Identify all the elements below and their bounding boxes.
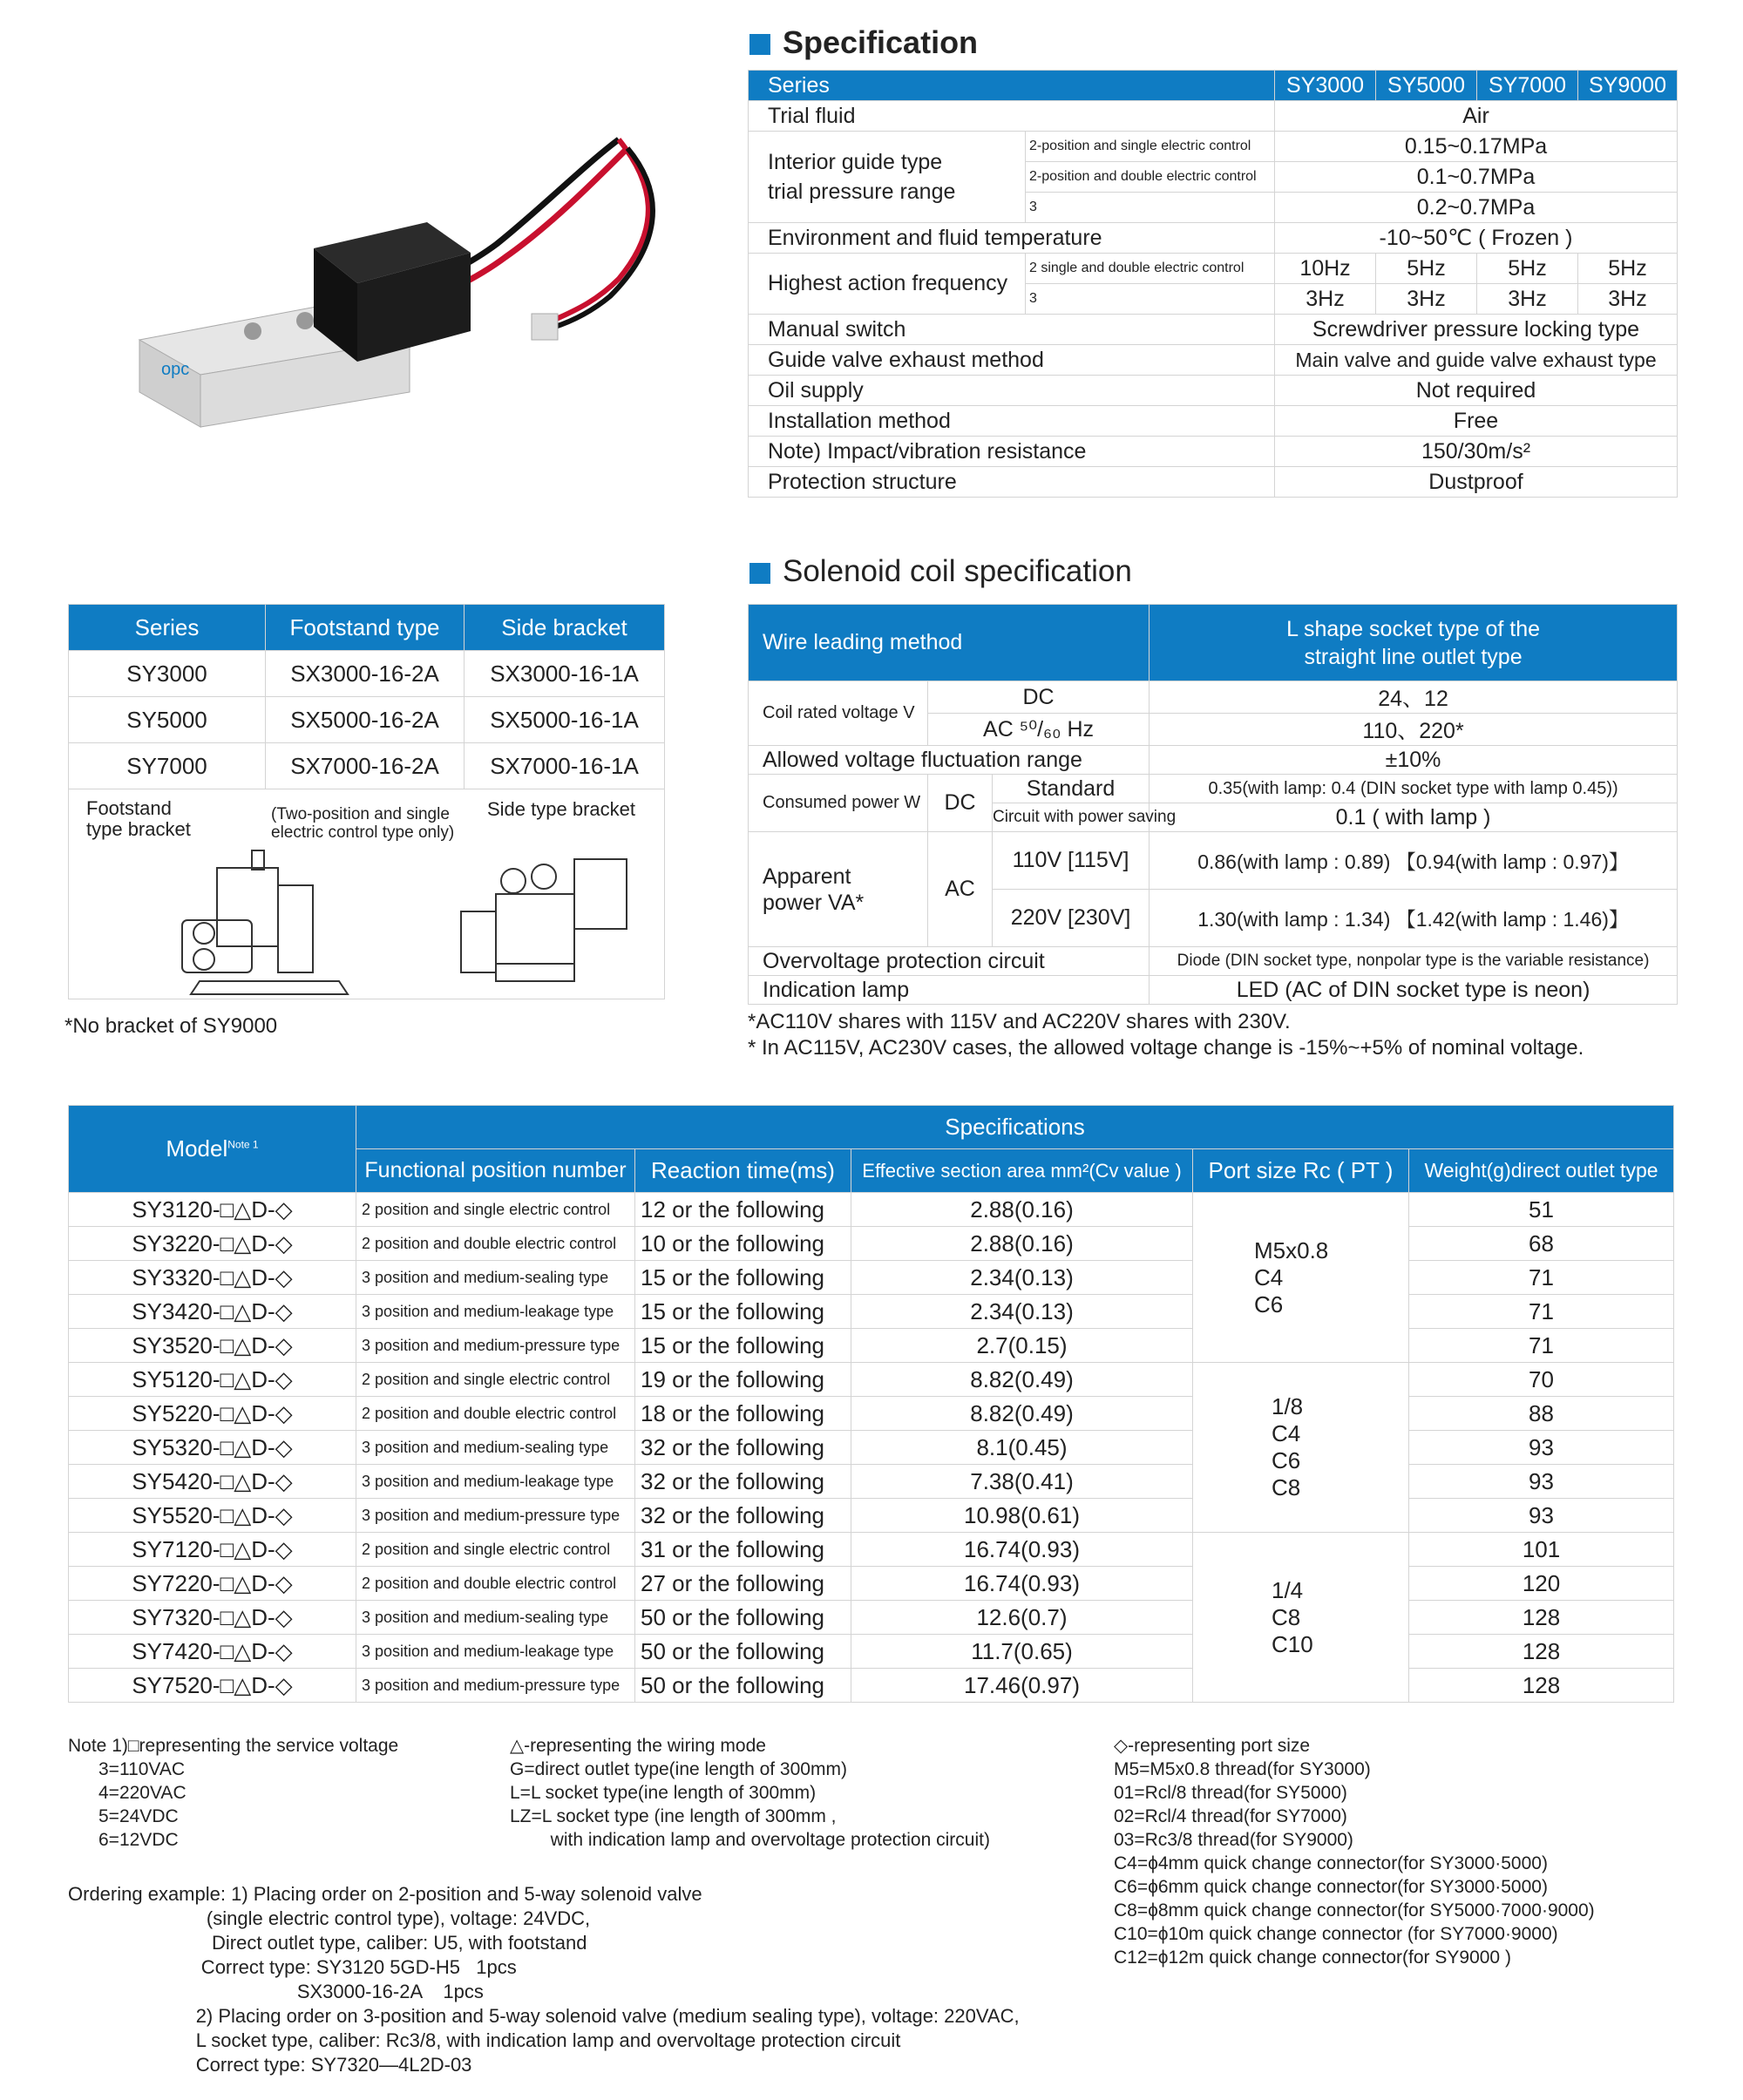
model-cell: SY7220-□△D-◇ — [69, 1567, 356, 1601]
protection-value: Dustproof — [1275, 467, 1678, 498]
port-size-cell: 1/8 C4 C6 C8 — [1193, 1363, 1409, 1533]
table-row — [69, 651, 665, 697]
consumed-standard: Standard — [993, 775, 1150, 803]
functional-position-cell: 3 position and medium-leakage type — [356, 1465, 635, 1499]
bracket-cell: SX3000-16-2A — [266, 651, 465, 697]
functional-position-cell: 2 position and double electric control — [356, 1227, 635, 1261]
fluct-label: Allowed voltage fluctuation range — [749, 746, 1150, 775]
functional-position-cell: 3 position and medium-sealing type — [356, 1601, 635, 1635]
effective-area-cell: 2.88(0.16) — [851, 1193, 1193, 1227]
manual-switch-value: Screwdriver pressure locking type — [1275, 315, 1678, 345]
model-cell: SY3420-□△D-◇ — [69, 1295, 356, 1329]
effective-area-cell: 2.7(0.15) — [851, 1329, 1193, 1363]
rated-dc-value: 24、12 — [1150, 681, 1678, 714]
bracket-cell: SY7000 — [69, 743, 266, 789]
env-label: Environment and fluid temperature — [749, 223, 1275, 254]
weight-cell: 93 — [1409, 1431, 1674, 1465]
reaction-time-cell: 15 or the following — [635, 1329, 851, 1363]
ordering-example: Ordering example: 1) Placing order on 2-position and 5-way solenoid valve (single electric control type), voltage: 24VDC, Direct outlet type, caliber: U5, with footstand Correct type: SY3120 5GD-H5 1pcs SX3000-16-2A 1pcs 2) Placing order on 3-position and 5-way solenoid valve (medium sealing type), voltage: 220VAC, L socket type, caliber: Rc3/8, with indication lamp and overvoltage protection circuit Correct type: SY7320—4L2D-03 — [68, 1883, 1020, 2076]
table-row — [69, 1227, 1674, 1261]
coil-note-2: * In AC115V, AC230V cases, the allowed voltage change is -15%~+5% of nominal voltage. — [748, 1036, 1584, 1060]
overvoltage-label: Overvoltage protection circuit — [749, 947, 1150, 976]
table-row — [69, 743, 665, 789]
freq-r1-3: 5Hz — [1477, 254, 1578, 284]
weight-cell: 128 — [1409, 1601, 1674, 1635]
effective-area-cell: 8.1(0.45) — [851, 1431, 1193, 1465]
effective-area-cell: 10.98(0.61) — [851, 1499, 1193, 1533]
header-port-size: Port size Rc ( PT ) — [1193, 1149, 1409, 1193]
reaction-time-cell: 50 or the following — [635, 1635, 851, 1669]
model-cell: SY3520-□△D-◇ — [69, 1329, 356, 1363]
manual-switch-label: Manual switch — [749, 315, 1275, 345]
model-cell: SY3220-□△D-◇ — [69, 1227, 356, 1261]
effective-area-cell: 2.34(0.13) — [851, 1261, 1193, 1295]
pressure-value-2: 0.1~0.7MPa — [1275, 162, 1678, 193]
functional-position-cell: 2 position and single electric control — [356, 1363, 635, 1397]
bracket-table — [68, 604, 665, 999]
reaction-time-cell: 18 or the following — [635, 1397, 851, 1431]
square-bullet-icon — [749, 34, 770, 55]
table-row — [69, 697, 665, 743]
apparent-ac: AC — [928, 832, 993, 947]
model-cell: SY3320-□△D-◇ — [69, 1261, 356, 1295]
weight-cell: 120 — [1409, 1567, 1674, 1601]
freq-r2-1: 3Hz — [1275, 284, 1376, 315]
header-functional-position: Functional position number — [356, 1149, 635, 1193]
freq-r2-2: 3Hz — [1376, 284, 1477, 315]
weight-cell: 68 — [1409, 1227, 1674, 1261]
reaction-time-cell: 32 or the following — [635, 1499, 851, 1533]
footstand-label: Footstand type bracket — [86, 797, 191, 840]
bracket-cell: SX3000-16-1A — [465, 651, 665, 697]
effective-area-cell: 11.7(0.65) — [851, 1635, 1193, 1669]
freq-r2-4: 3Hz — [1578, 284, 1678, 315]
spec-title — [749, 24, 978, 61]
reaction-time-cell: 32 or the following — [635, 1431, 851, 1465]
brand-logo: opc — [161, 360, 190, 379]
weight-cell: 93 — [1409, 1499, 1674, 1533]
spec-series-label: Series — [749, 71, 1275, 101]
trial-fluid-label: Trial fluid — [749, 101, 1275, 132]
bracket-footnote: *No bracket of SY9000 — [64, 1014, 278, 1038]
weight-cell: 51 — [1409, 1193, 1674, 1227]
product-photo — [131, 113, 688, 444]
voltage-note: Note 1)□representing the service voltage 3=110VAC 4=220VAC 5=24VDC 6=12VDC — [68, 1736, 399, 1850]
pressure-sub-3: 3 — [1026, 193, 1275, 223]
bracket-header-footstand: Footstand type — [266, 605, 465, 651]
coil-title-text: Solenoid coil specification — [783, 554, 1132, 588]
oil-label: Oil supply — [749, 376, 1275, 406]
reaction-time-cell: 50 or the following — [635, 1601, 851, 1635]
reaction-time-cell: 50 or the following — [635, 1669, 851, 1703]
header-reaction-time: Reaction time(ms) — [635, 1149, 851, 1193]
coil-table — [748, 604, 1678, 1005]
effective-area-cell: 2.34(0.13) — [851, 1295, 1193, 1329]
effective-area-cell: 12.6(0.7) — [851, 1601, 1193, 1635]
weight-cell: 93 — [1409, 1465, 1674, 1499]
oil-value: Not required — [1275, 376, 1678, 406]
model-cell: SY7320-□△D-◇ — [69, 1601, 356, 1635]
table-row — [69, 1669, 1674, 1703]
lamp-value: LED (AC of DIN socket type is neon) — [1150, 976, 1678, 1005]
exhaust-label: Guide valve exhaust method — [749, 345, 1275, 376]
table-row — [69, 1193, 1674, 1227]
table-row — [69, 1363, 1674, 1397]
protection-label: Protection structure — [749, 467, 1275, 498]
reaction-time-cell: 31 or the following — [635, 1533, 851, 1567]
table-row — [69, 1431, 1674, 1465]
apparent-110-value: 0.86(with lamp : 0.89) 【0.94(with lamp : 0.97)】 — [1150, 832, 1678, 890]
specifications-header: Specifications — [356, 1106, 1674, 1149]
header-effective-area: Effective section area mm²(Cv value ) — [851, 1149, 1193, 1193]
bracket-illustration-cell — [69, 789, 665, 999]
reaction-time-cell: 10 or the following — [635, 1227, 851, 1261]
apparent-label: Apparent power VA* — [749, 832, 928, 947]
spec-series-4: SY9000 — [1578, 71, 1678, 101]
reaction-time-cell: 15 or the following — [635, 1295, 851, 1329]
spec-table — [748, 70, 1678, 498]
bracket-cell: SY5000 — [69, 697, 266, 743]
model-cell: SY5420-□△D-◇ — [69, 1465, 356, 1499]
functional-position-cell: 3 position and medium-sealing type — [356, 1261, 635, 1295]
apparent-220: 220V [230V] — [993, 890, 1150, 947]
coil-title — [749, 554, 1132, 589]
pressure-sub-2: 2-position and double electric control — [1026, 162, 1275, 193]
exhaust-value: Main valve and guide valve exhaust type — [1275, 345, 1678, 376]
pressure-sub-1: 2-position and single electric control — [1026, 132, 1275, 162]
model-cell: SY7120-□△D-◇ — [69, 1533, 356, 1567]
table-row — [69, 1567, 1674, 1601]
spec-series-2: SY5000 — [1376, 71, 1477, 101]
model-cell: SY3120-□△D-◇ — [69, 1193, 356, 1227]
rated-label: Coil rated voltage V — [749, 681, 928, 746]
effective-area-cell: 2.88(0.16) — [851, 1227, 1193, 1261]
env-value: -10~50℃ ( Frozen ) — [1275, 223, 1678, 254]
install-value: Free — [1275, 406, 1678, 437]
table-row — [69, 1329, 1674, 1363]
impact-value: 150/30m/s² — [1275, 437, 1678, 467]
reaction-time-cell: 19 or the following — [635, 1363, 851, 1397]
table-row — [69, 1397, 1674, 1431]
coil-notes — [748, 1009, 1584, 1061]
weight-cell: 71 — [1409, 1261, 1674, 1295]
consumed-label: Consumed power W — [749, 775, 928, 832]
bracket-header-side: Side bracket — [465, 605, 665, 651]
reaction-time-cell: 15 or the following — [635, 1261, 851, 1295]
fluct-value: ±10% — [1150, 746, 1678, 775]
wire-label: Wire leading method — [749, 605, 1150, 681]
weight-cell: 101 — [1409, 1533, 1674, 1567]
model-table — [68, 1105, 1674, 1703]
overvoltage-value: Diode (DIN socket type, nonpolar type is the variable resistance) — [1150, 947, 1678, 976]
spec-title-text: Specification — [783, 24, 979, 60]
table-row — [69, 1295, 1674, 1329]
effective-area-cell: 16.74(0.93) — [851, 1567, 1193, 1601]
model-cell: SY7520-□△D-◇ — [69, 1669, 356, 1703]
two-position-note: (Two-position and single electric control type only) — [271, 805, 455, 842]
effective-area-cell: 8.82(0.49) — [851, 1397, 1193, 1431]
table-row — [69, 1533, 1674, 1567]
square-bullet-icon — [749, 563, 770, 584]
apparent-220-value: 1.30(with lamp : 1.34) 【1.42(with lamp : 1.46)】 — [1150, 890, 1678, 947]
rated-ac-value: 110、220* — [1150, 714, 1678, 746]
pressure-value-3: 0.2~0.7MPa — [1275, 193, 1678, 223]
header-weight: Weight(g)direct outlet type — [1409, 1149, 1674, 1193]
functional-position-cell: 3 position and medium-pressure type — [356, 1329, 635, 1363]
functional-position-cell: 3 position and medium-leakage type — [356, 1295, 635, 1329]
table-row — [69, 1635, 1674, 1669]
effective-area-cell: 16.74(0.93) — [851, 1533, 1193, 1567]
functional-position-cell: 3 position and medium-sealing type — [356, 1431, 635, 1465]
table-row — [69, 1601, 1674, 1635]
spec-series-1: SY3000 — [1275, 71, 1376, 101]
effective-area-cell: 17.46(0.97) — [851, 1669, 1193, 1703]
impact-label: Note) Impact/vibration resistance — [749, 437, 1275, 467]
effective-area-cell: 8.82(0.49) — [851, 1363, 1193, 1397]
bracket-cell: SY3000 — [69, 651, 266, 697]
model-header: Model$^{Note 1}$ — [69, 1106, 356, 1193]
functional-position-cell: 3 position and medium-leakage type — [356, 1635, 635, 1669]
model-cell: SY5120-□△D-◇ — [69, 1363, 356, 1397]
model-cell: SY5320-□△D-◇ — [69, 1431, 356, 1465]
consumed-dc: DC — [928, 775, 993, 832]
pressure-label: Interior guide type trial pressure range — [749, 132, 1026, 223]
bracket-cell: SX7000-16-1A — [465, 743, 665, 789]
port-size-note: ◇-representing port size M5=M5x0.8 thread(for SY3000) 01=Rcl/8 thread(for SY5000) 02=Rcl/4 thread(for SY7000) 03=Rc3/8 thread(for SY9000) C4=ϕ4mm quick change connector(for SY3000·5000) C6=ϕ6mm quick change connector(for SY3000·5000) C8=ϕ8mm quick change connector(for SY5000·7000·9000) C10=ϕ10m quick change connector (for SY7000·9000) C12=ϕ12m quick change connector(for SY9000 ) — [1114, 1736, 1595, 1968]
table-row — [69, 1261, 1674, 1295]
wiring-note: △-representing the wiring mode G=direct outlet type(ine length of 300mm) L=L socket type(ine length of 300mm) LZ=L socket type (ine length of 300mm , with indication lamp and overvoltage protection circuit) — [510, 1736, 990, 1850]
weight-cell: 128 — [1409, 1635, 1674, 1669]
freq-r1-4: 5Hz — [1578, 254, 1678, 284]
functional-position-cell: 3 position and medium-pressure type — [356, 1669, 635, 1703]
freq-label: Highest action frequency — [749, 254, 1026, 315]
weight-cell: 71 — [1409, 1295, 1674, 1329]
reaction-time-cell: 12 or the following — [635, 1193, 851, 1227]
effective-area-cell: 7.38(0.41) — [851, 1465, 1193, 1499]
side-bracket-drawing — [444, 833, 653, 999]
weight-cell: 88 — [1409, 1397, 1674, 1431]
bracket-cell: SX5000-16-1A — [465, 697, 665, 743]
freq-r2-3: 3Hz — [1477, 284, 1578, 315]
functional-position-cell: 2 position and single electric control — [356, 1533, 635, 1567]
consumed-saving: Circuit with power saving — [993, 803, 1150, 832]
trial-fluid-value: Air — [1275, 101, 1678, 132]
weight-cell: 71 — [1409, 1329, 1674, 1363]
functional-position-cell: 2 position and double electric control — [356, 1397, 635, 1431]
functional-position-cell: 2 position and double electric control — [356, 1567, 635, 1601]
freq-sub-1: 2 single and double electric control — [1026, 254, 1275, 284]
table-row — [69, 1465, 1674, 1499]
apparent-110: 110V [115V] — [993, 832, 1150, 890]
bracket-cell: SX5000-16-2A — [266, 697, 465, 743]
freq-r1-2: 5Hz — [1376, 254, 1477, 284]
reaction-time-cell: 27 or the following — [635, 1567, 851, 1601]
rated-dc: DC — [928, 681, 1150, 714]
freq-sub-2: 3 — [1026, 284, 1275, 315]
port-size-cell: M5x0.8 C4 C6 — [1193, 1193, 1409, 1363]
lamp-label: Indication lamp — [749, 976, 1150, 1005]
reaction-time-cell: 32 or the following — [635, 1465, 851, 1499]
port-size-cell: 1/4 C8 C10 — [1193, 1533, 1409, 1703]
wire-value: L shape socket type of the straight line outlet type — [1150, 605, 1678, 681]
weight-cell: 128 — [1409, 1669, 1674, 1703]
side-bracket-label: Side type bracket — [487, 798, 635, 820]
freq-r1-1: 10Hz — [1275, 254, 1376, 284]
consumed-saving-value: 0.1 ( with lamp ) — [1150, 803, 1678, 832]
table-row — [69, 1499, 1674, 1533]
rated-ac: AC ⁵⁰/₆₀ Hz — [928, 714, 1150, 746]
consumed-standard-value: 0.35(with lamp: 0.4 (DIN socket type with lamp 0.45)) — [1150, 775, 1678, 803]
functional-position-cell: 2 position and single electric control — [356, 1193, 635, 1227]
coil-note-1: *AC110V shares with 115V and AC220V shares with 230V. — [748, 1010, 1291, 1033]
model-cell: SY5520-□△D-◇ — [69, 1499, 356, 1533]
bracket-header-series: Series — [69, 605, 266, 651]
weight-cell: 70 — [1409, 1363, 1674, 1397]
footstand-bracket-drawing — [165, 842, 365, 999]
model-cell: SY5220-□△D-◇ — [69, 1397, 356, 1431]
spec-series-3: SY7000 — [1477, 71, 1578, 101]
install-label: Installation method — [749, 406, 1275, 437]
functional-position-cell: 3 position and medium-pressure type — [356, 1499, 635, 1533]
model-cell: SY7420-□△D-◇ — [69, 1635, 356, 1669]
pressure-value-1: 0.15~0.17MPa — [1275, 132, 1678, 162]
bracket-cell: SX7000-16-2A — [266, 743, 465, 789]
